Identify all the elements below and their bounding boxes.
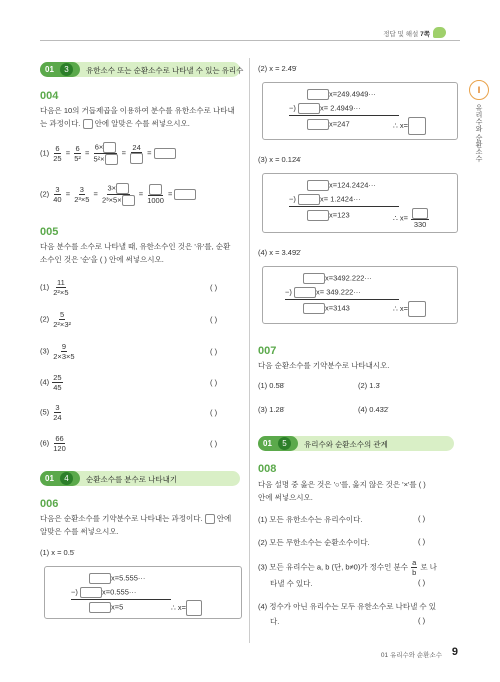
answer-box[interactable] <box>298 103 320 114</box>
header-label <box>383 29 430 38</box>
work-text: x=124.2424··· <box>329 180 376 190</box>
answer-paren[interactable]: ( ) <box>418 578 426 587</box>
denominator: 120 <box>53 444 66 453</box>
instr-line: 안에 써넣으시오. <box>258 493 313 502</box>
fraction <box>52 342 75 361</box>
denominator: 330 <box>413 220 427 229</box>
subtraction-line <box>285 299 399 300</box>
answer-paren[interactable]: ( ) <box>210 347 218 356</box>
header-leaf-icon <box>433 27 446 38</box>
instr-line: 안에 알맞은 수를 써넣으시오. <box>94 119 190 128</box>
minus-sign: −) <box>289 194 296 204</box>
section-number: 5 <box>278 437 291 450</box>
work-text: x=249.4949··· <box>329 89 376 99</box>
answer-box[interactable] <box>89 602 111 613</box>
section-header-3 <box>40 62 244 77</box>
fraction <box>129 143 144 164</box>
work-answer <box>171 600 202 616</box>
numerator: 66 <box>55 434 64 443</box>
answer-box[interactable] <box>186 600 202 616</box>
item-label: (4) <box>40 377 50 387</box>
side-tab <box>468 80 488 180</box>
answer-paren[interactable]: ( ) <box>418 616 426 625</box>
fraction <box>411 208 429 229</box>
answer-box[interactable] <box>103 142 116 153</box>
problem-number-005: 005 <box>40 226 59 238</box>
fraction <box>73 185 90 204</box>
work-box-006-2 <box>262 82 458 140</box>
instr-line: 는 과정이다. <box>40 119 81 128</box>
instr-line: 다음은 순환소수를 기약분수로 나타내는 과정이다. <box>40 514 203 523</box>
problem-004-item-2 <box>40 183 196 206</box>
answer-box[interactable] <box>307 210 329 221</box>
denominator: 2×3×5 <box>53 352 75 361</box>
denominator: b <box>412 568 417 577</box>
page-footer <box>0 640 500 670</box>
minus-sign: −) <box>285 287 292 297</box>
work-row-2 <box>285 287 361 298</box>
problem-005-item <box>40 373 64 392</box>
problem-005-item <box>40 403 64 422</box>
numerator: 5 <box>60 310 65 319</box>
work-row-1 <box>89 573 145 584</box>
problem-008-item-cont: 다. <box>270 617 280 626</box>
fraction <box>52 185 62 204</box>
work-box-006-3 <box>262 173 458 233</box>
item-label: (2) <box>40 314 50 324</box>
work-text: x=123 <box>329 210 350 220</box>
numerator: 11 <box>56 278 65 287</box>
answer-box[interactable] <box>294 287 316 298</box>
item-label: (3) <box>40 346 50 356</box>
work-text: ∴ x= <box>393 213 408 223</box>
numerator: 6 <box>75 144 80 153</box>
work-box-006-4 <box>262 266 458 324</box>
equals: = <box>147 148 152 158</box>
numerator: 3 <box>55 403 60 412</box>
problem-008-item: (2) 모든 무한소수는 순환소수이다. <box>258 538 370 547</box>
footer-chapter: 01 유리수와 순환소수 <box>380 652 442 659</box>
work-row-2 <box>289 103 361 114</box>
answer-box[interactable] <box>105 154 118 165</box>
section-unit: 01 <box>263 439 272 448</box>
work-row-3 <box>89 602 123 613</box>
answer-paren[interactable]: ( ) <box>210 439 218 448</box>
problem-007-item: (3) 1.28̇ <box>258 405 284 414</box>
work-answer <box>393 208 430 229</box>
equals: = <box>65 189 71 199</box>
problem-005-item <box>40 342 77 361</box>
header-rule <box>40 40 460 41</box>
work-text: x= 349.222··· <box>315 287 361 297</box>
problem-007-item: (4) 0.43̇2̇ <box>358 405 389 414</box>
denominator: 5² <box>74 154 81 163</box>
answer-box[interactable] <box>412 208 428 219</box>
equals: = <box>167 189 173 199</box>
denominator: 2³×5 <box>74 195 90 204</box>
work-row-3 <box>307 119 350 130</box>
answer-box[interactable] <box>298 194 320 205</box>
problem-004-instruction <box>40 104 245 130</box>
instr-line: 다음 설명 중 옳은 것은 '○'를, 옳지 않은 것은 '×'를 ( ) <box>258 480 426 489</box>
problem-005-item <box>40 310 73 329</box>
subtraction-line <box>289 206 399 207</box>
work-text: x= 1.2424··· <box>319 194 361 204</box>
instr-line: 안에 <box>216 514 232 523</box>
item-label: (1) <box>40 148 50 158</box>
denominator: 45 <box>53 383 62 392</box>
problem-008-item: (1) 모든 유한소수는 유리수이다. <box>258 515 363 524</box>
denominator: 2³×5× <box>102 195 122 205</box>
answer-box[interactable] <box>154 148 176 159</box>
problem-008-item <box>258 558 437 577</box>
item-text: (3) 모든 유리수는 a, b (단, b≠0)가 정수인 분수 <box>258 562 408 572</box>
denominator: 25 <box>53 154 62 163</box>
problem-005-item <box>40 278 71 297</box>
problem-007-instruction: 다음 순환소수를 기약분수로 나타내시오. <box>258 361 390 370</box>
answer-box[interactable] <box>408 301 426 317</box>
fraction <box>52 434 67 453</box>
answer-box[interactable] <box>130 153 143 164</box>
denominator: 5²× <box>93 154 105 164</box>
instr-line: 다음은 10의 거듭제곱을 이용하여 분수를 유한소수로 나타내 <box>40 106 235 115</box>
answer-box[interactable] <box>80 587 102 598</box>
footer-page-number: 9 <box>451 646 458 658</box>
answer-box[interactable] <box>408 117 426 135</box>
answer-paren[interactable]: ( ) <box>210 408 218 417</box>
answer-box[interactable] <box>307 180 329 191</box>
numerator: a <box>412 558 417 567</box>
work-row-1 <box>307 180 376 191</box>
problem-006-instruction <box>40 512 248 538</box>
answer-box[interactable] <box>116 183 129 194</box>
work-box-006-1 <box>44 566 242 619</box>
answer-box-icon <box>83 119 93 129</box>
work-text: x=3492.222··· <box>325 273 372 283</box>
instr-line: 다음 분수를 소수로 나타낼 때, 유한소수인 것은 '유'를, 순환 <box>40 242 231 251</box>
item-label: (2) <box>40 189 50 199</box>
answer-box[interactable] <box>303 273 325 284</box>
numerator: 3× <box>107 183 117 193</box>
numerator: 6× <box>94 142 104 152</box>
minus-sign: −) <box>71 587 78 597</box>
work-text: x=0.555··· <box>101 587 137 597</box>
item-label: (3) x = 0.12̇4̇ <box>258 155 301 164</box>
equals: = <box>93 189 98 199</box>
work-text: ∴ x= <box>393 120 408 130</box>
section-title: 유한소수 또는 순환소수로 나타낼 수 있는 유리수 <box>86 66 244 75</box>
work-row-3 <box>307 210 350 221</box>
answer-box-icon <box>205 514 215 524</box>
work-answer <box>393 301 426 317</box>
fraction <box>52 310 72 329</box>
problem-number-007: 007 <box>258 345 277 357</box>
section-header-4 <box>40 471 240 486</box>
fraction <box>73 144 82 163</box>
answer-paren[interactable]: ( ) <box>210 378 218 387</box>
instr-line: 알맞은 수를 써넣으시오. <box>40 527 119 536</box>
work-text: x=5 <box>111 602 124 612</box>
problem-008-item-cont: 타낼 수 있다. <box>270 579 313 588</box>
fraction <box>411 558 417 577</box>
problem-008-item: (4) 정수가 아닌 유리수는 모두 유한소수로 나타낼 수 있 <box>258 602 436 611</box>
answer-box[interactable] <box>303 303 325 314</box>
equals: = <box>65 148 71 158</box>
work-row-1 <box>303 273 372 284</box>
column-divider <box>249 58 250 643</box>
section-title: 순환소수를 분수로 나타내기 <box>86 475 178 484</box>
fraction <box>52 373 62 392</box>
numerator: 3 <box>55 185 60 194</box>
section-number: 4 <box>60 472 73 485</box>
item-label: (2) x = 2.4̇9̇ <box>258 64 297 73</box>
item-label: (1) <box>40 282 50 292</box>
numerator: 6 <box>55 144 60 153</box>
answer-box[interactable] <box>122 195 135 206</box>
answer-paren[interactable]: ( ) <box>418 514 426 523</box>
answer-paren[interactable]: ( ) <box>418 537 426 546</box>
item-label: (6) <box>40 438 50 448</box>
header-page-ref: 7쪽 <box>420 31 430 38</box>
answer-paren[interactable]: ( ) <box>210 283 218 292</box>
work-text: x= 2.4949··· <box>319 103 361 113</box>
side-tab-number: I <box>469 80 489 100</box>
work-row-1 <box>307 89 376 100</box>
numerator: 24 <box>132 143 141 152</box>
section-title: 유리수와 순환소수의 관계 <box>304 440 388 449</box>
work-answer <box>393 117 426 135</box>
fraction <box>146 184 165 205</box>
header-label-text: 정답 및 해설 <box>383 31 419 38</box>
denominator: 2²×5 <box>53 288 69 297</box>
answer-box[interactable] <box>307 119 329 130</box>
equals: = <box>121 148 126 158</box>
numerator: 25 <box>53 373 62 382</box>
fraction <box>92 142 118 165</box>
work-row-2 <box>289 194 361 205</box>
answer-box[interactable] <box>174 189 196 200</box>
numerator: 3 <box>79 185 84 194</box>
work-row-3 <box>303 303 350 314</box>
page-header <box>0 0 500 44</box>
fraction <box>101 183 136 206</box>
answer-box[interactable] <box>89 573 111 584</box>
item-label: (5) <box>40 407 50 417</box>
fraction <box>52 278 69 297</box>
answer-paren[interactable]: ( ) <box>210 315 218 324</box>
problem-number-004: 004 <box>40 90 59 102</box>
problem-number-008: 008 <box>258 463 277 475</box>
work-text: ∴ x= <box>171 602 186 612</box>
minus-sign: −) <box>289 103 296 113</box>
section-header-5 <box>258 436 454 451</box>
work-text: x=3143 <box>325 303 350 313</box>
answer-box[interactable] <box>149 184 162 195</box>
denominator: 24 <box>53 413 62 422</box>
subtraction-line <box>71 599 171 600</box>
problem-008-instruction <box>258 478 458 504</box>
fraction <box>52 144 62 163</box>
equals: = <box>84 148 90 158</box>
answer-box[interactable] <box>307 89 329 100</box>
side-tab-text: 유리수와 순환소수 <box>475 104 482 162</box>
work-text: ∴ x= <box>393 303 408 313</box>
numerator: 9 <box>61 342 66 351</box>
instr-line: 소수인 것은 '순'을 ( ) 안에 써넣으시오. <box>40 255 164 264</box>
denominator: 2²×3² <box>53 320 71 329</box>
equals: = <box>138 189 144 199</box>
denominator: 40 <box>53 195 62 204</box>
problem-004-item-1 <box>40 142 176 165</box>
work-text: x=247 <box>329 119 350 129</box>
item-text: 로 나 <box>420 562 437 572</box>
item-label: (4) x = 3.49̇2̇ <box>258 248 301 257</box>
denominator: 1000 <box>147 196 164 205</box>
work-row-2 <box>71 587 136 598</box>
fraction <box>52 403 62 422</box>
subtraction-line <box>289 115 399 116</box>
problem-005-instruction <box>40 240 245 266</box>
item-label: (1) x = 0.5̇ <box>40 548 74 557</box>
problem-005-item <box>40 434 68 453</box>
problem-007-item: (2) 1.3̇ <box>358 381 380 390</box>
section-unit: 01 <box>45 65 54 74</box>
problem-007-item: (1) 0.5̇8̇ <box>258 381 284 390</box>
problem-number-006: 006 <box>40 498 59 510</box>
section-unit: 01 <box>45 474 54 483</box>
work-text: x=5.555··· <box>111 573 146 583</box>
section-number: 3 <box>60 63 73 76</box>
